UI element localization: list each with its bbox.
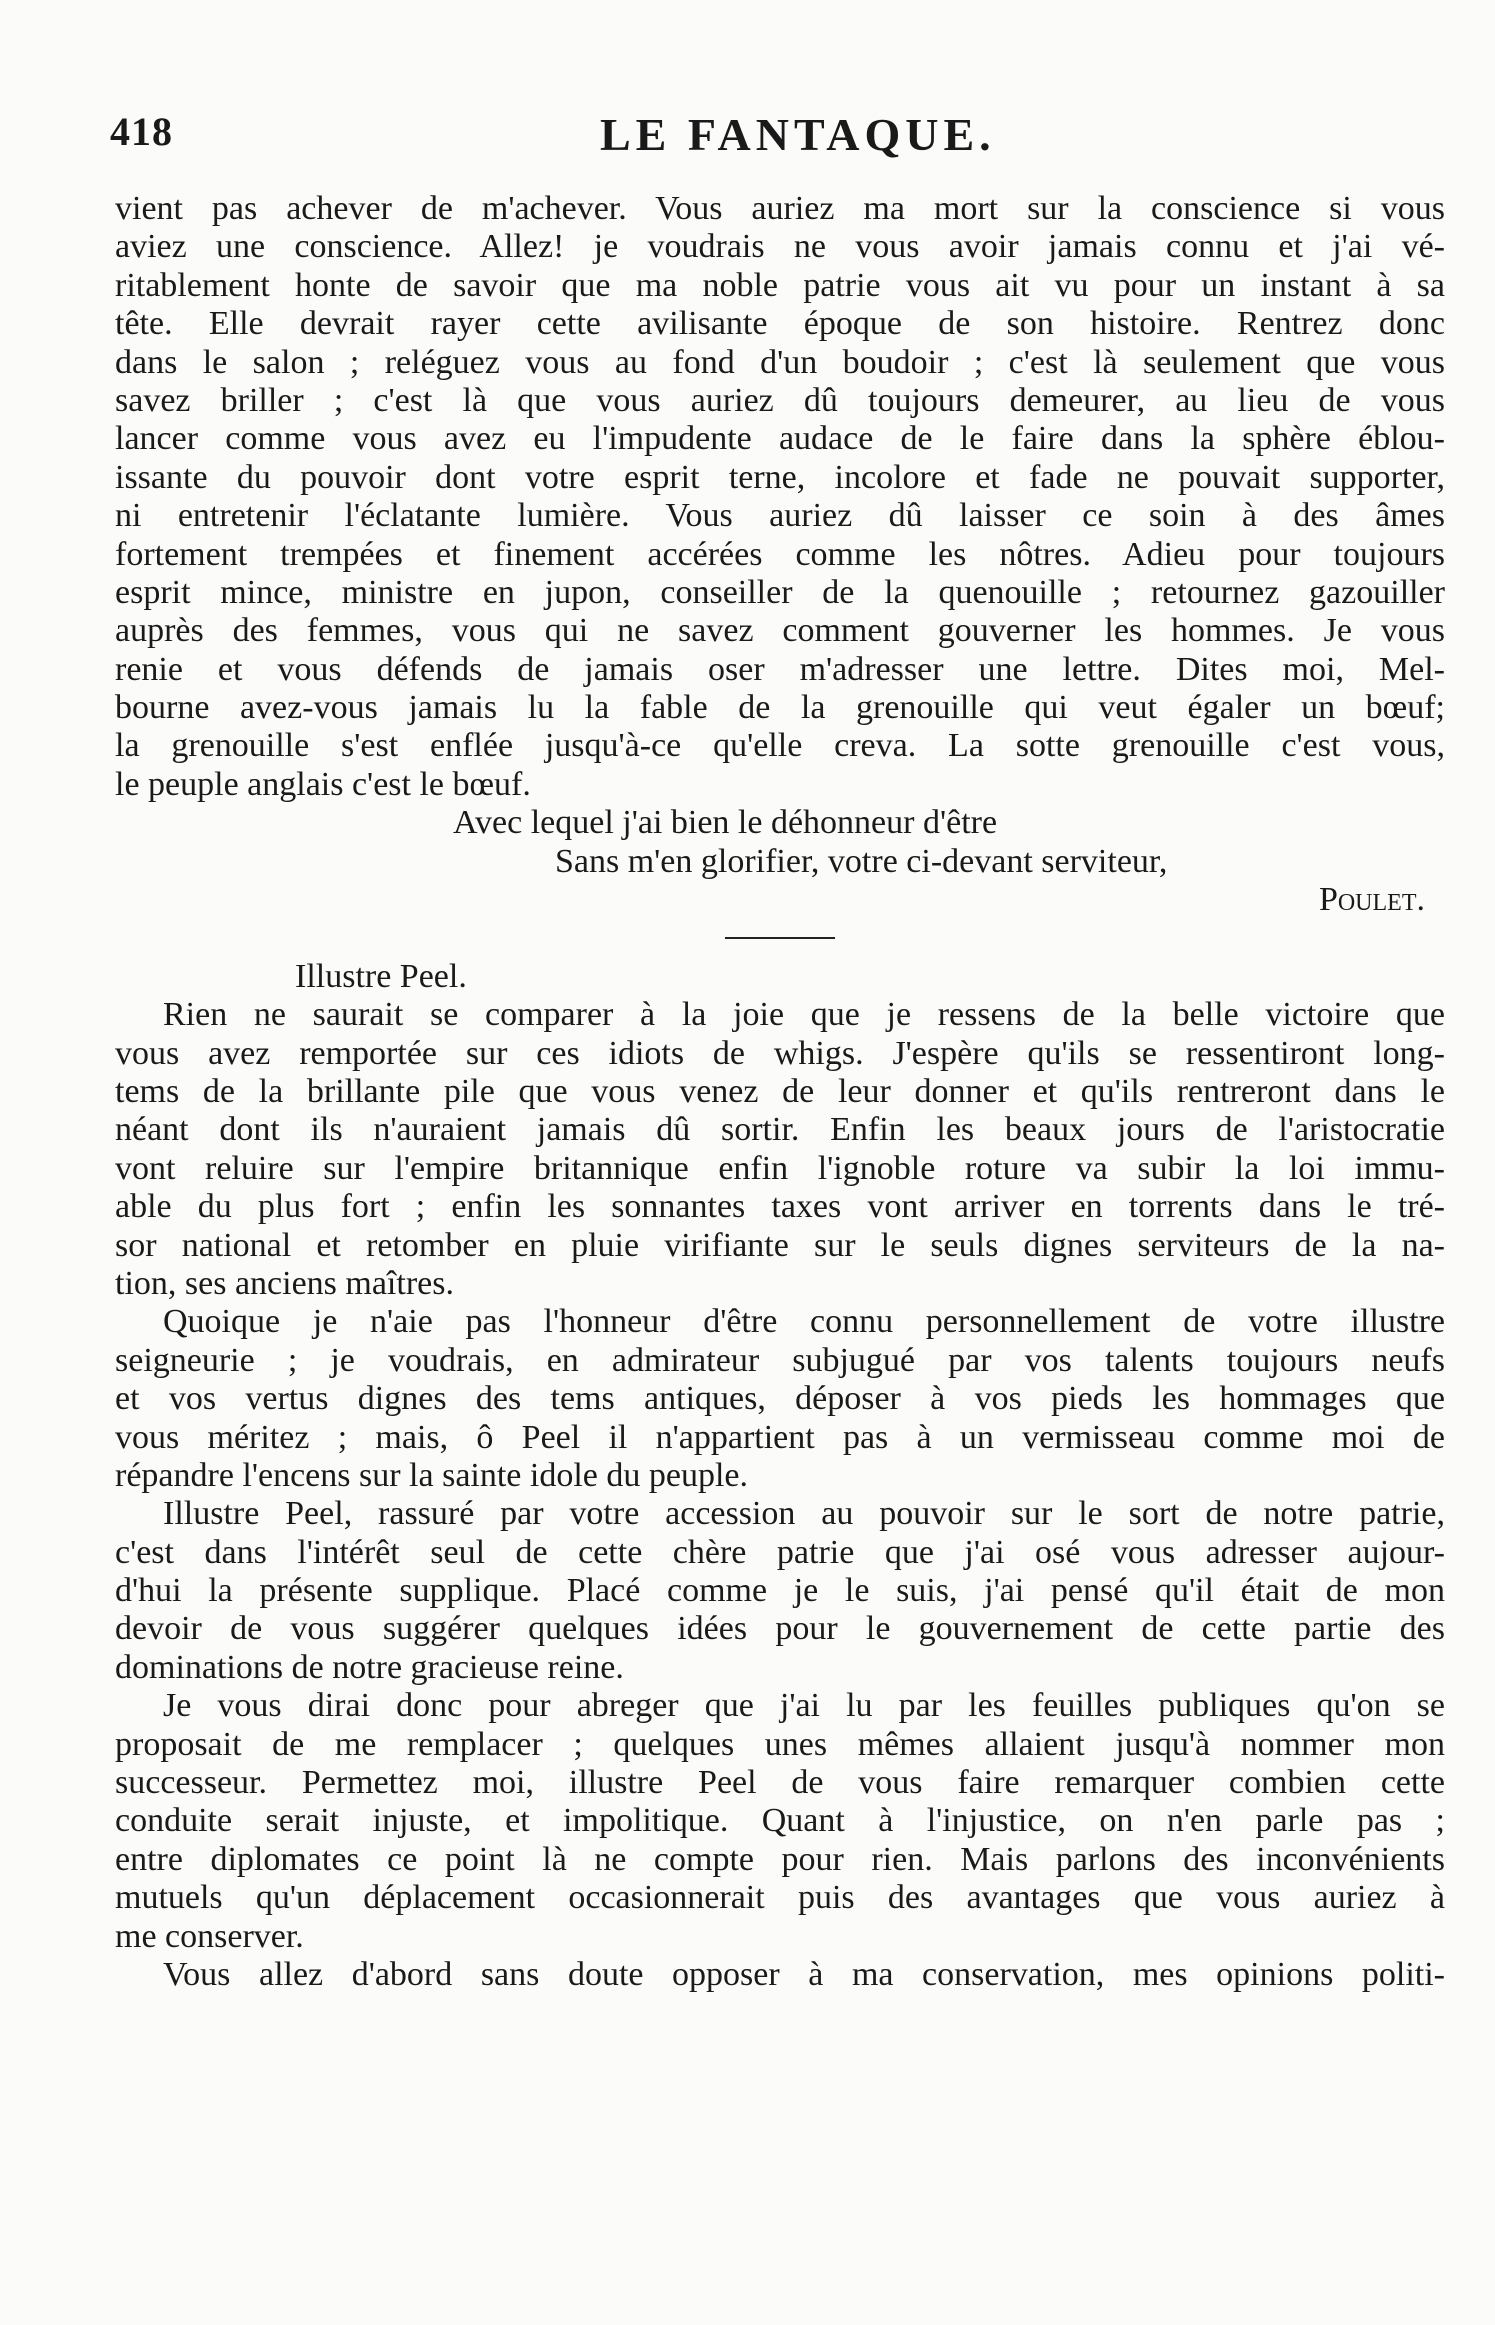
text-line: Quoique je n'aie pas l'honneur d'être connu personnellement de votre illustre [163,1303,1445,1341]
text-line: la grenouille s'est enflée jusqu'à-ce qu'elle creva. La sotte grenouille c'est vous, [115,727,1445,765]
closing-formula: Sans m'en glorifier, votre ci-devant serviteur, [555,842,1168,880]
running-title: LE FANTAQUE. [600,109,996,160]
text-line: conduite serait injuste, et impolitique. Quant à l'injustice, on n'en parle pas ; [115,1802,1445,1840]
closing-formula: Avec lequel j'ai bien le déhonneur d'être [453,804,998,842]
text-line: auprès des femmes, vous qui ne savez comment gouverner les hommes. Je vous [115,612,1445,650]
salutation: Illustre Peel. [295,957,467,995]
page-number: 418 [110,109,173,154]
text-line: d'hui la présente supplique. Placé comme je le suis, j'ai pensé qu'il était de mon [115,1572,1445,1610]
text-line: lancer comme vous avez eu l'impudente audace de le faire dans la sphère éblou- [115,420,1445,458]
text-line: Je vous dirai donc pour abreger que j'ai lu par les feuilles publiques qu'on se [163,1687,1445,1725]
body-text [115,190,1445,1994]
text-line: me conserver. [115,1917,304,1955]
text-line: proposait de me remplacer ; quelques unes mêmes allaient jusqu'à nommer mon [115,1725,1445,1763]
text-line: savez briller ; c'est là que vous auriez dû toujours demeurer, au lieu de vous [115,381,1445,419]
page-header [110,108,1450,168]
signature: Poulet. [1318,881,1425,919]
text-line: ritablement honte de savoir que ma noble patrie vous ait vu pour un instant à sa [115,266,1445,304]
text-line: aviez une conscience. Allez! je voudrais ne vous avoir jamais connu et j'ai vé- [115,228,1445,266]
text-line: néant dont ils n'auraient jamais dû sortir. Enfin les beaux jours de l'aristocratie [115,1111,1445,1149]
text-line: Rien ne saurait se comparer à la joie que je ressens de la belle victoire que [163,996,1445,1034]
text-line: devoir de vous suggérer quelques idées pour le gouvernement de cette partie des [115,1610,1445,1648]
text-line: entre diplomates ce point là ne compte pour rien. Mais parlons des inconvénients [115,1840,1445,1878]
text-line: tion, ses anciens maîtres. [115,1264,454,1302]
text-line: dominations de notre gracieuse reine. [115,1648,624,1686]
separator [115,919,1445,957]
text-line: c'est dans l'intérêt seul de cette chère patrie que j'ai osé vous adresser aujour- [115,1533,1445,1571]
text-line: Illustre Peel, rassuré par votre accession au pouvoir sur le sort de notre patrie, [163,1495,1445,1533]
text-line: répandre l'encens sur la sainte idole du peuple. [115,1456,749,1494]
text-line: successeur. Permettez moi, illustre Peel de vous faire remarquer combien cette [115,1764,1445,1802]
text-line: vont reluire sur l'empire britannique enfin l'ignoble roture va subir la loi immu- [115,1149,1445,1187]
text-line: et vos vertus dignes des tems antiques, déposer à vos pieds les hommages que [115,1380,1445,1418]
text-line: bourne avez-vous jamais lu la fable de la grenouille qui veut égaler un bœuf; [115,689,1445,727]
text-line: tems de la brillante pile que vous venez de leur donner et qu'ils rentreront dans le [115,1072,1445,1110]
text-line: ni entretenir l'éclatante lumière. Vous auriez dû laisser ce soin à des âmes [115,497,1445,535]
text-line: renie et vous défends de jamais oser m'adresser une lettre. Dites moi, Mel- [115,650,1445,688]
text-line: sor national et retomber en pluie virifiante sur le seuls dignes serviteurs de la na- [115,1226,1445,1264]
text-line: seigneurie ; je voudrais, en admirateur subjugué par vos talents toujours neufs [115,1341,1445,1379]
text-line: vient pas achever de m'achever. Vous auriez ma mort sur la conscience si vous [115,190,1445,227]
text-line: able du plus fort ; enfin les sonnantes taxes vont arriver en torrents dans le tré- [115,1188,1445,1226]
text-line: tête. Elle devrait rayer cette avilisante époque de son histoire. Rentrez donc [115,305,1445,343]
text-line: issante du pouvoir dont votre esprit terne, incolore et fade ne pouvait supporter, [115,458,1445,496]
text-line: dans le salon ; reléguez vous au fond d'un boudoir ; c'est là seulement que vous [115,343,1445,381]
text-line: mutuels qu'un déplacement occasionnerait puis des avantages que vous auriez à [115,1879,1445,1917]
text-line: esprit mince, ministre en jupon, conseiller de la quenouille ; retournez gazouiller [115,573,1445,611]
text-line: vous méritez ; mais, ô Peel il n'appartient pas à un vermisseau comme moi de [115,1418,1445,1456]
separator-rule [725,937,835,939]
text-line: fortement trempées et finement accérées comme les nôtres. Adieu pour toujours [115,535,1445,573]
text-line: vous avez remportée sur ces idiots de whigs. J'espère qu'ils se ressentiront long- [115,1034,1445,1072]
text-line: le peuple anglais c'est le bœuf. [115,765,531,803]
text-line: Vous allez d'abord sans doute opposer à ma conservation, mes opinions politi- [163,1955,1445,1993]
